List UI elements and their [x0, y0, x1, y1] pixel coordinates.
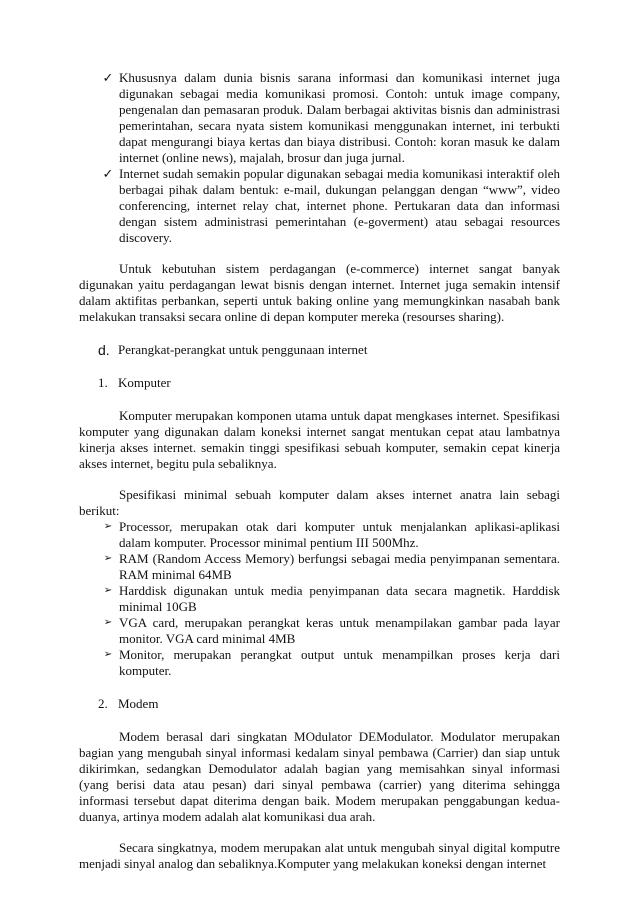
modem-paragraph-2: Secara singkatnya, modem merupakan alat untuk mengubah sinyal digital komputre menjadi sinyal analog dan sebaliknya.Komputer yang melakukan koneksi dengan internet — [79, 840, 560, 871]
arrow-bullet-icon: ➢ — [103, 521, 113, 532]
section-marker: 2. — [98, 696, 108, 711]
list-item — [79, 583, 560, 615]
spec-list — [79, 519, 560, 679]
list-item — [79, 647, 560, 679]
modem-heading — [79, 696, 560, 712]
checkmark-icon: ✓ — [102, 70, 114, 85]
section-title: Modem — [118, 696, 159, 711]
section-marker: d. — [98, 342, 110, 358]
checkmark-icon: ✓ — [102, 166, 114, 181]
list-item — [79, 615, 560, 647]
arrow-bullet-icon: ➢ — [103, 553, 113, 564]
arrow-bullet-icon: ➢ — [103, 649, 113, 660]
modem-paragraph-1: Modem berasal dari singkatan MOdulator DEModulator. Modulator merupakan bagian yang mengubah sinyal informasi kedalam sinyal pembawa (Carrier) dan siap untuk dikirimkan, sedangkan Demodulator adalah bagian yang memisahkan sinyal informasi (yang berisi data atau pesan) dari sinyal pembawa (carrier) yang diterima sehingga informasi tersebut dapat diterima dengan baik. Modem merupakan penggabungan kedua-duanya, artinya modem adalah alat komunikasi dua arah. — [79, 729, 560, 824]
section-title: Perangkat-perangkat untuk penggunaan internet — [118, 342, 368, 357]
spec-text: Harddisk digunakan untuk media penyimpanan data secara magnetik. Harddisk minimal 10GB — [119, 583, 560, 614]
list-item — [79, 551, 560, 583]
ecommerce-paragraph: Untuk kebutuhan sistem perdagangan (e-commerce) internet sangat banyak digunakan yaitu perdagangan lewat bisnis dengan internet. Internet juga semakin intensif dalam aktifitas perbankan, seperti untuk baking online yang memungkinkan nasabah bank melakukan transaksi secara online di depan komputer mereka (resourses sharing). — [79, 261, 560, 324]
arrow-bullet-icon: ➢ — [103, 617, 113, 628]
spec-intro: Spesifikasi minimal sebuah komputer dalam akses internet anatra lain sebagi berikut: — [79, 487, 560, 518]
komputer-paragraph: Komputer merupakan komponen utama untuk dapat mengkases internet. Spesifikasi komputer yang digunakan dalam koneksi internet sangat mentukan cepat atau lambatnya kinerja akses internet. semakin tinggi spesifikasi sebuah komputer, semakin cepat kinerja akses internet, begitu pula sebaliknya. — [79, 408, 560, 471]
list-item — [79, 519, 560, 551]
spec-text: Processor, merupakan otak dari komputer untuk menjalankan aplikasi-aplikasi dalam komputer. Processor minimal pentium III 500Mhz. — [119, 519, 560, 550]
list-item — [79, 166, 560, 246]
arrow-bullet-icon: ➢ — [103, 585, 113, 596]
section-d-heading — [79, 342, 560, 358]
checkmark-list — [79, 70, 560, 246]
bullet-text: Internet sudah semakin popular digunakan sebagai media komunikasi interaktif oleh berbagai pihak dalam bentuk: e-mail, dukungan pelanggan dengan “www”, video conferencing, internet relay chat, internet phone. Pertukaran data dan informasi dengan sistem administrasi pemerintahan (e-goverment) atau sebagai resources discovery. — [119, 166, 560, 245]
section-title: Komputer — [118, 375, 171, 390]
section-marker: 1. — [98, 375, 108, 390]
spec-text: RAM (Random Access Memory) berfungsi sebagai media penyimpanan sementara. RAM minimal 64MB — [119, 551, 560, 582]
bullet-text: Khususnya dalam dunia bisnis sarana informasi dan komunikasi internet juga digunakan sebagai media komunikasi promosi. Contoh: untuk image company, pengenalan dan pemasaran produk. Dalam berbagai aktivitas bisnis dan administrasi pemerintahan, secara nyata sistem komunikasi menggunakan internet, ini terbukti dapat mengurangi biaya kertas dan biaya distribusi. Contoh: koran masuk ke dalam internet (online news), majalah, brosur dan juga jurnal. — [119, 70, 560, 165]
list-item — [79, 70, 560, 166]
spec-text: Monitor, merupakan perangkat output untuk menampilkan proses kerja dari komputer. — [119, 647, 560, 678]
spec-text: VGA card, merupakan perangkat keras untuk menampilakan gambar pada layar monitor. VGA card minimal 4MB — [119, 615, 560, 646]
komputer-heading — [79, 375, 560, 391]
